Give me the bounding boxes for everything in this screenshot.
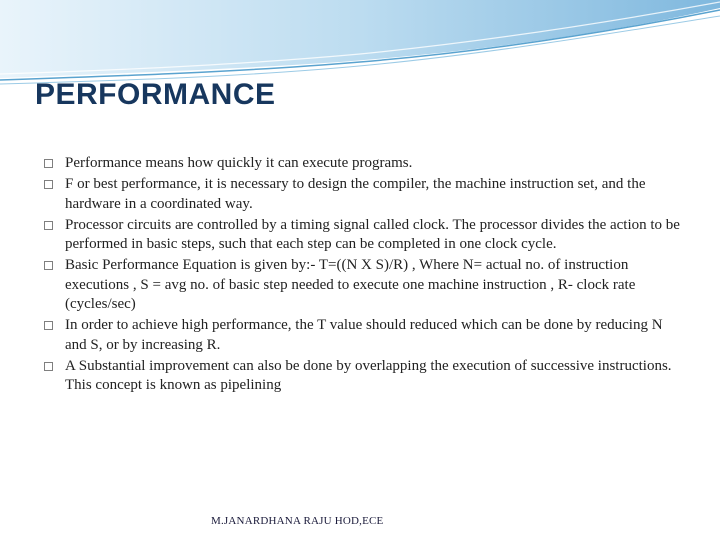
bullet-text: Performance means how quickly it can execute programs. [65, 155, 413, 171]
bullet-item [44, 256, 684, 315]
square-bullet-icon [44, 159, 53, 168]
square-bullet-icon [44, 261, 53, 270]
square-bullet-icon [44, 221, 53, 230]
bullet-item [44, 216, 684, 255]
slide-title: PERFORMANCE [35, 78, 276, 111]
bullet-list [44, 154, 684, 397]
bullet-item [44, 175, 684, 214]
square-bullet-icon [44, 180, 53, 189]
bullet-text: A Substantial improvement can also be done by overlapping the execution of successive instructions. This concept is known as pipelining [65, 357, 672, 393]
bullet-item [44, 316, 684, 355]
bullet-text: Processor circuits are controlled by a timing signal called clock. The processor divides the action to be performed in basic steps, such that each step can be completed in one clock cycle. [65, 216, 680, 252]
square-bullet-icon [44, 321, 53, 330]
bullet-text: Basic Performance Equation is given by:- T=((N X S)/R) , Where N= actual no. of instruction executions , S = avg no. of basic step needed to execute one machine instruction , R- clock rate (cycles/sec) [65, 257, 636, 312]
bullet-text: F or best performance, it is necessary to design the compiler, the machine instruction set, and the hardware in a coordinated way. [65, 176, 646, 212]
slide-footer: M.JANARDHANA RAJU HOD,ECE [211, 515, 384, 527]
bullet-item [44, 357, 684, 396]
square-bullet-icon [44, 362, 53, 371]
bullet-text: In order to achieve high performance, the T value should reduced which can be done by reducing N and S, or by increasing R. [65, 317, 663, 353]
header-wave-decoration [0, 0, 720, 90]
bullet-item [44, 154, 684, 174]
